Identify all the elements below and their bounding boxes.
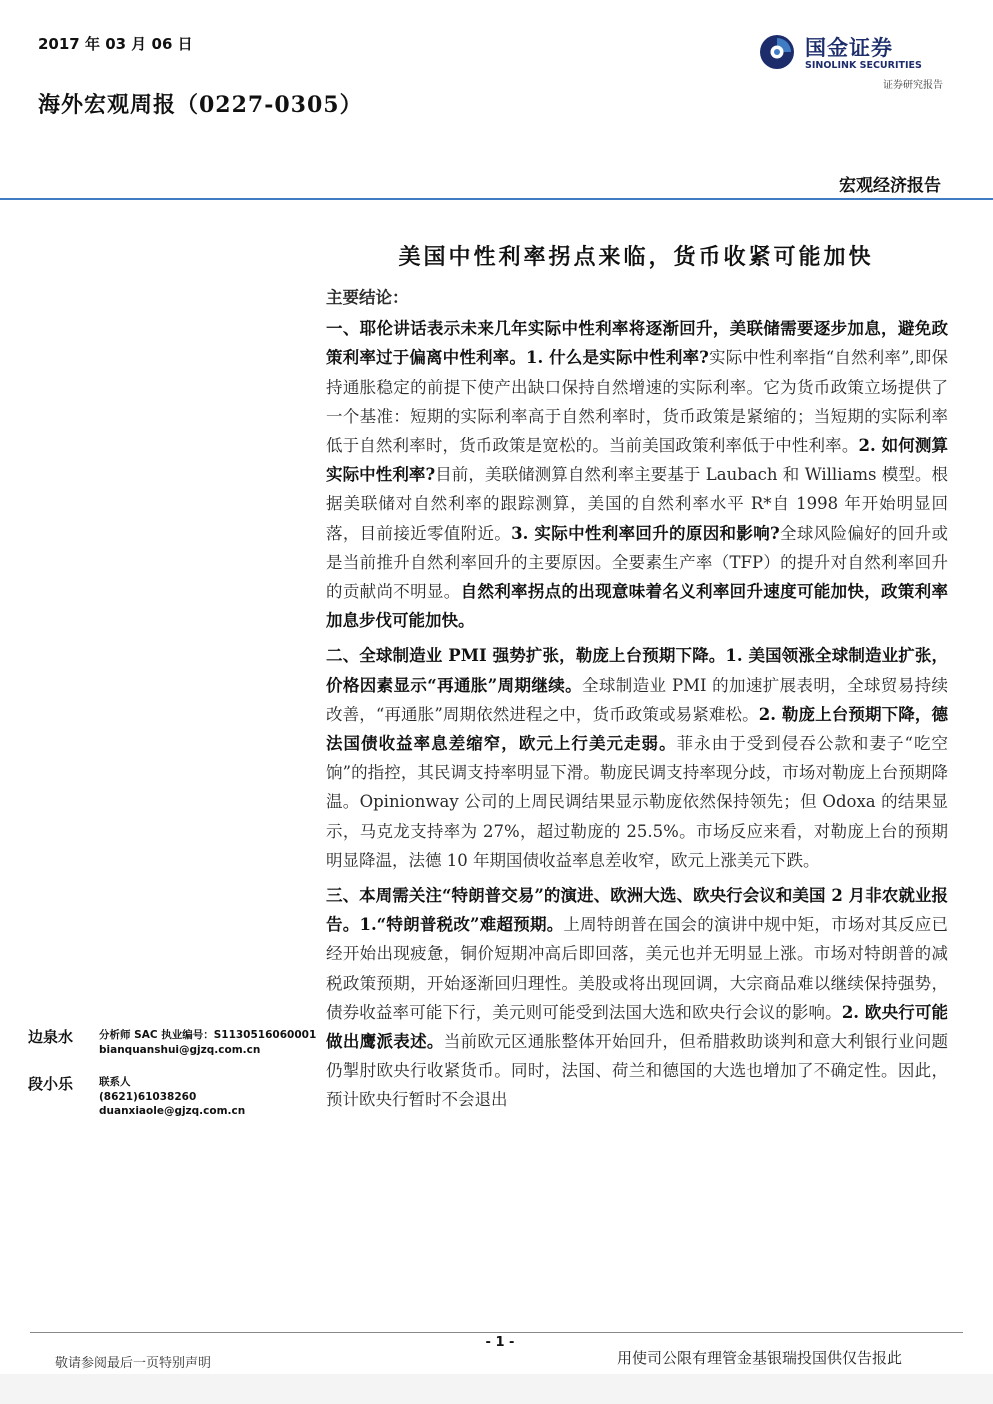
section-2-heading-2: 2. 勒庞上台预期下降，德法国债收益率息差缩窄，欧元上行美元走弱。 xyxy=(326,704,948,754)
section-3-text-1: 上周特朗普在国会的演讲中规中矩，市场对其反应已经开始出现疲惫，铜价短期冲高后即回落，美元也并无明显上涨。市场对特朗普的减税政策预期，开始逐渐回归理性。美股或将出现回调，大宗商品难以继续保持强势，债券收益率可能下行，美元则可能受到法国大选和欧央行会议的影响。 xyxy=(326,915,948,1022)
contact-phone: (8621)61038260 xyxy=(99,1090,197,1103)
contact-info xyxy=(99,1075,245,1119)
page-number: - 1 - xyxy=(485,1335,515,1350)
section-1-heading-2: 2. 如何测算实际中性利率? xyxy=(326,436,948,485)
section-2-text-1: 全球制造业 PMI 的加速扩展表明，全球贸易持续改善，“再通胀”周期依然进程之中，货币政策或易紧难松。 xyxy=(326,675,948,724)
analyst-name: 边泉水 xyxy=(28,1028,74,1046)
headline: 美国中性利率拐点来临，货币收紧可能加快 xyxy=(398,244,874,270)
contact-role: 联系人 xyxy=(99,1076,131,1088)
section-1-text-3: 全球风险偏好的回升或是当前推升自然利率回升的主要原因。全要素生产率（TFP）的提升对自然利率回升的贡献尚不明显。 xyxy=(326,523,949,602)
section-1-conclusion: 自然利率拐点的出现意味着名义利率回升速度可能加快，政策利率加息步伐可能加快。 xyxy=(326,582,949,631)
section-3-heading: 三、本周需关注“特朗普交易”的演进、欧洲大选、欧央行会议和美国 2 月非农就业报告。1.“特朗普税改”难超预期。 xyxy=(326,886,948,935)
analyst-title: 分析师 SAC 执业编号：S1130516060001 xyxy=(99,1029,317,1041)
logo-subtitle: 证券研究报告 xyxy=(883,80,943,91)
contact-name: 段小乐 xyxy=(28,1075,74,1093)
report-date: 2017 年 03 月 06 日 xyxy=(38,35,193,53)
section-1-text-2: 目前，美联储测算自然利率主要基于 Laubach 和 Williams 模型。根据美联储对自然利率的跟踪测算，美国的自然利率水平 R*自 1998 年开始明显回落，目前接近零值附近。 xyxy=(326,465,948,543)
company-logo xyxy=(753,30,943,94)
section-1-heading: 一、耶伦讲话表示未来几年实际中性利率将逐渐回升，美联储需要逐步加息，避免政策利率过于偏离中性利率。1. 什么是实际中性利率? xyxy=(326,319,948,368)
section-1-heading-3: 3. 实际中性利率回升的原因和影响? xyxy=(511,523,780,543)
report-title: 海外宏观周报（0227-0305） xyxy=(38,92,363,118)
section-1-text-1: 实际中性利率指“自然利率”,即保持通胀稳定的前提下使产出缺口保持自然增速的实际利率。它为货币政策立场提供了一个基准：短期的实际利率高于自然利率时，货币政策是紧缩的；当短期的实际利率低于自然利率时，货币政策是宽松的。当前美国政策利率低于中性利率。 xyxy=(326,348,949,456)
footer-divider xyxy=(30,1332,963,1333)
report-category: 宏观经济报告 xyxy=(839,176,941,196)
header-divider xyxy=(0,198,993,200)
analyst-email[interactable]: bianquanshui@gjzq.com.cn xyxy=(99,1043,261,1056)
logo-chinese-name: 国金证券 xyxy=(805,36,893,60)
section-3-heading-2: 2. 欧央行可能做出鹰派表述。 xyxy=(326,1002,948,1052)
footer-band xyxy=(0,1374,993,1404)
section-3 xyxy=(326,881,948,1115)
main-content xyxy=(326,283,948,1121)
logo-english-name: SINOLINK SECURITIES xyxy=(805,60,922,71)
section-1 xyxy=(326,314,948,635)
key-conclusions-label: 主要结论： xyxy=(326,288,409,307)
sinolink-logo-icon xyxy=(759,34,795,70)
section-2 xyxy=(326,641,948,875)
section-2-heading: 二、全球制造业 PMI 强势扩张，勒庞上台预期下降。1. 美国领涨全球制造业扩张，价格因素显示“再通胀”周期继续。 xyxy=(326,646,948,695)
contact-email[interactable]: duanxiaole@gjzq.com.cn xyxy=(99,1105,246,1117)
footer-usage-note: 用使司公限有理管金基银瑞投国供仅告报此 xyxy=(617,1349,903,1367)
footer-disclaimer: 敬请参阅最后一页特别声明 xyxy=(55,1356,212,1371)
section-3-text-2: 当前欧元区通胀整体开始回升，但希腊救助谈判和意大利银行业问题仍掣肘欧央行收紧货币。同时，法国、荷兰和德国的大选也增加了不确定性。因此，预计欧央行暂时不会退出 xyxy=(326,1032,949,1110)
analyst-info xyxy=(99,1028,316,1057)
section-2-text-2: 菲永由于受到侵吞公款和妻子“吃空饷”的指控，其民调支持率明显下滑。勒庞民调支持率现分歧，市场对勒庞上台预期降温。Opinionway 公司的上周民调结果显示勒庞依然保持领先；但 Odoxa 的结果显示，马克龙支持率为 27%，超过勒庞的 25.5%。市场反应来看，对勒庞上台的预期明显降温，法德 10 年期国债收益率息差收窄，欧元上涨美元下跌。 xyxy=(326,734,949,870)
